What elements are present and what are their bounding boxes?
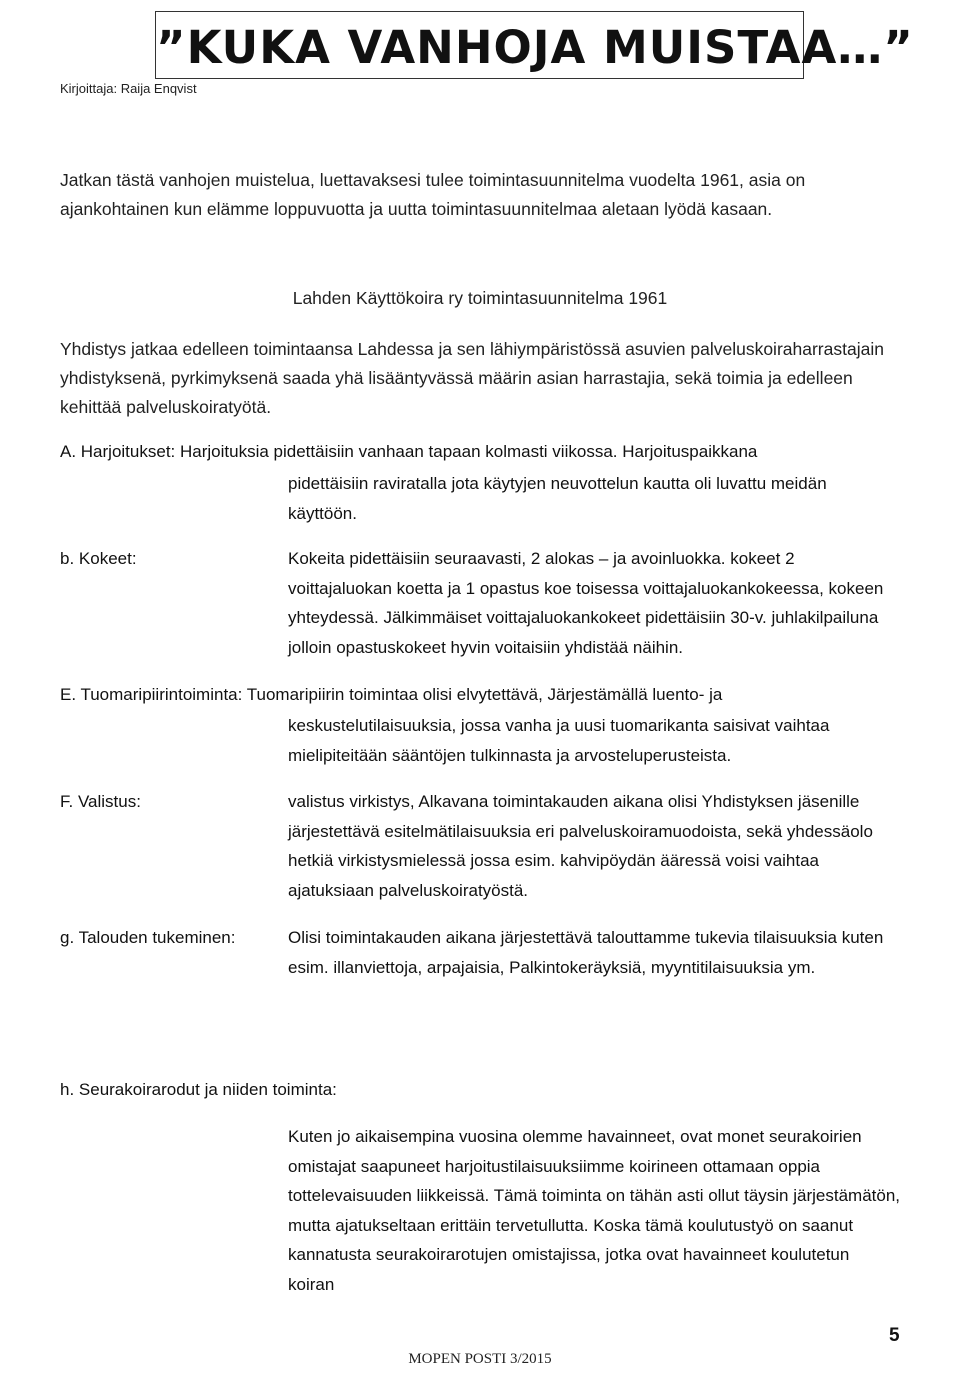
item-g-label: g. Talouden tukeminen: xyxy=(60,928,236,947)
item-e-text: keskustelutilaisuuksia, jossa vanha ja uusi tuomarikanta saisivat vaihtaa mielipiteitään sääntöjen tulkinnasta ja arvosteluperusteista. xyxy=(288,716,830,765)
item-a-first-line: A. Harjoitukset: Harjoituksia pidettäisiin vanhaan tapaan kolmasti viikossa. Harjoituspaikkana xyxy=(60,442,758,461)
item-f-text: valistus virkistys, Alkavana toimintakauden aikana olisi Yhdistyksen jäsenille järjestettävä esitelmätilaisuuksia eri palveluskoiramuodoista, sekä yhdessäolo hetkiä virkistysmielessä jossa esim. kahvipöydän ääressä voisi vaihtaa ajatuksiaan palveluskoiratyöstä. xyxy=(288,792,873,900)
plan-title: Lahden Käyttökoira ry toimintasuunnitelma 1961 xyxy=(292,288,668,308)
footer-publication: MOPEN POSTI 3/2015 xyxy=(408,1351,552,1367)
item-b-label: b. Kokeet: xyxy=(60,549,137,568)
page-title: ”KUKA VANHOJA MUISTAA…” xyxy=(156,21,914,74)
author-line: Kirjoittaja: Raija Enqvist xyxy=(60,81,197,96)
item-g-text: Olisi toimintakauden aikana järjestettävä talouttamme tukevia tilaisuuksia kuten esim. illanviettoja, arpajaisia, Palkintokeräyksiä, myyntitilaisuuksia ym. xyxy=(288,928,884,977)
lead-paragraph: Yhdistys jatkaa edelleen toimintaansa Lahdessa ja sen lähiympäristössä asuvien palveluskoiraharrastajain yhdistyksenä, pyrkimyksenä saada yhä lisääntyvässä määrin asian harrastajia, sekä toimia ja edelleen kehittää palveluskoiratyötä. xyxy=(60,339,884,417)
item-h-text: Kuten jo aikaisempina vuosina olemme havainneet, ovat monet seurakoirien omistajat saapuneet harjoitustilaisuuksiimme koirineen ottamaan oppia tottelevaisuuden liikkeissä. Tämä toiminta on tähän asti ollut täysin järjestämätön, mutta ajatukseltaan erittäin tervetullutta. Koska tämä koulutustyö on saanut kannatusta seurakoirarotujen omistajissa, jotka ovat havainneet koulutetun koiran xyxy=(288,1127,901,1294)
intro-paragraph: Jatkan tästä vanhojen muistelua, luettavaksesi tulee toimintasuunnitelma vuodelta 1961, asia on ajankohtainen kun elämme loppuvuotta ja uutta toimintasuunnitelmaa aletaan lyödä kasaan. xyxy=(60,170,806,219)
item-b-text: Kokeita pidettäisiin seuraavasti, 2 alokas – ja avoinluokka. kokeet 2 voittajaluokan koetta ja 1 opastus koe toisessa voittajaluokankokeessa, kokeen yhteydessä. Jälkimmäiset voittajaluokankokeet pidettäisiin 30-v. juhlakilpailuna jolloin opastuskokeet hyvin voitaisiin yhdistää näihin. xyxy=(288,549,884,657)
title-box xyxy=(155,11,914,79)
item-a-text: pidettäisiin raviratalla jota käytyjen neuvottelun kautta oli luvattu meidän käyttöön. xyxy=(288,474,827,523)
page-number: 5 xyxy=(889,1325,900,1346)
item-h-label: h. Seurakoirarodut ja niiden toiminta: xyxy=(60,1080,337,1099)
item-f-label: F. Valistus: xyxy=(60,792,141,811)
item-e-first-line: E. Tuomaripiirintoiminta: Tuomaripiirin toimintaa olisi elvytettävä, Järjestämällä luento- ja xyxy=(60,685,723,704)
